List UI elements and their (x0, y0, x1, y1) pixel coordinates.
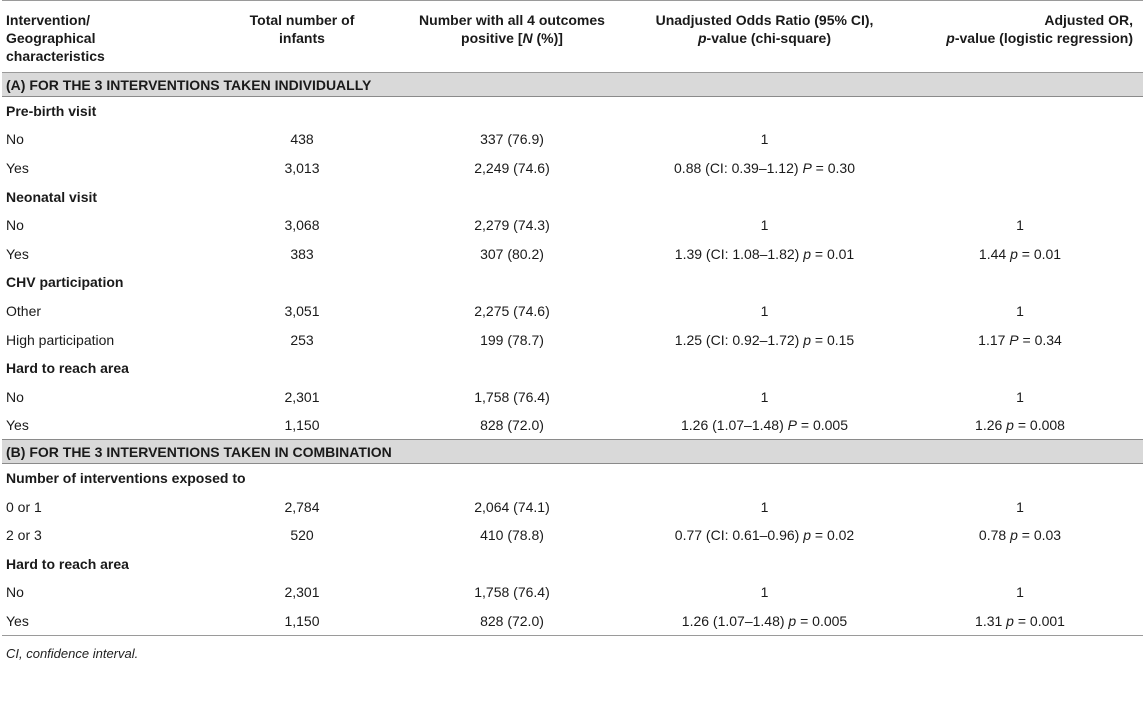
adjusted-cell: 1.31 p = 0.001 (897, 607, 1143, 636)
table-row (2, 607, 1143, 636)
row-label: High participation (6, 331, 115, 348)
table-row (2, 411, 1143, 440)
group-hard-to-reach-b (2, 549, 1143, 578)
header-all-outcomes: Number with all 4 outcomes positive [N (%)] (392, 1, 632, 73)
header-unadjusted-or: Unadjusted Odds Ratio (95% CI), p-value (chi-square) (632, 1, 897, 73)
adjusted-cell: 1.44 p = 0.01 (978, 245, 1062, 262)
group-label: Hard to reach area (6, 555, 129, 572)
outcomes-cell: 1,758 (76.4) (474, 388, 550, 405)
group-chv (2, 268, 1143, 297)
unadjusted-cell: 1.26 (1.07–1.48) P = 0.005 (681, 417, 848, 434)
outcomes-cell: 2,275 (74.6) (474, 302, 550, 319)
total-cell: 2,301 (284, 584, 320, 601)
outcomes-cell: 199 (78.7) (480, 331, 544, 348)
unadjusted-cell: 1 (760, 498, 769, 515)
unadjusted-cell: 0.77 (CI: 0.61–0.96) p = 0.02 (674, 527, 855, 544)
unadjusted-cell: 1 (760, 131, 769, 148)
total-cell: 1,150 (284, 417, 320, 434)
adjusted-cell: 1 (1016, 217, 1024, 234)
total-cell: 3,013 (284, 159, 320, 176)
section-a-title: (A) FOR THE 3 INTERVENTIONS TAKEN INDIVIDUALLY (2, 73, 1143, 97)
row-label: Yes (6, 159, 29, 176)
row-label: No (6, 584, 24, 601)
adjusted-cell: 0.78 p = 0.03 (978, 527, 1062, 544)
adjusted-cell (897, 154, 1143, 183)
results-table (2, 0, 1143, 636)
row-label: No (6, 131, 24, 148)
unadjusted-cell: 1.39 (CI: 1.08–1.82) p = 0.01 (674, 245, 855, 262)
table-row (2, 382, 1143, 411)
row-label: 0 or 1 (6, 498, 42, 515)
table-footnote: CI, confidence interval. (6, 645, 139, 661)
row-label: Other (6, 302, 42, 319)
group-label: Number of interventions exposed to (6, 470, 246, 487)
group-label: Neonatal visit (6, 188, 98, 205)
row-label: Yes (6, 417, 29, 434)
total-cell: 438 (290, 131, 314, 148)
table-row (2, 521, 1143, 550)
adjusted-cell: 1.17 P = 0.34 (978, 331, 1062, 348)
group-neonatal (2, 182, 1143, 211)
outcomes-cell: 307 (80.2) (480, 245, 544, 262)
total-cell: 2,301 (284, 388, 320, 405)
adjusted-cell: 1 (1016, 388, 1024, 405)
unadjusted-cell: 1.26 (1.07–1.48) p = 0.005 (632, 607, 897, 636)
adjusted-cell (897, 125, 1143, 154)
group-label: Hard to reach area (6, 360, 129, 377)
group-prebirth (2, 97, 1143, 126)
table-row (2, 492, 1143, 521)
table-row (2, 211, 1143, 240)
unadjusted-cell: 1.25 (CI: 0.92–1.72) p = 0.15 (674, 331, 855, 348)
row-label: Yes (2, 607, 212, 636)
adjusted-cell: 1 (1016, 584, 1024, 601)
outcomes-cell: 337 (76.9) (480, 131, 544, 148)
unadjusted-cell: 1 (760, 217, 769, 234)
total-cell: 3,051 (284, 302, 320, 319)
row-label: No (6, 388, 24, 405)
unadjusted-cell: 1 (760, 388, 769, 405)
outcomes-cell: 2,064 (74.1) (474, 498, 550, 515)
unadjusted-cell: 1 (760, 584, 769, 601)
group-label: CHV participation (6, 274, 124, 291)
row-label: 2 or 3 (6, 527, 42, 544)
header-total-infants: Total number of infants (212, 1, 392, 73)
row-label: No (6, 217, 24, 234)
outcomes-cell: 2,279 (74.3) (474, 217, 550, 234)
total-cell: 1,150 (212, 607, 392, 636)
adjusted-cell: 1 (1016, 302, 1024, 319)
unadjusted-cell: 1 (760, 302, 769, 319)
table-row (2, 297, 1143, 326)
group-number-of-interventions (2, 464, 1143, 493)
outcomes-cell: 2,249 (74.6) (474, 159, 550, 176)
total-cell: 3,068 (284, 217, 320, 234)
group-hard-to-reach-a (2, 354, 1143, 383)
section-a-row (2, 73, 1143, 97)
table-row (2, 325, 1143, 354)
adjusted-cell: 1.26 p = 0.008 (975, 417, 1065, 434)
row-label: Yes (6, 245, 29, 262)
outcomes-cell: 410 (78.8) (480, 527, 544, 544)
unadjusted-cell: 0.88 (CI: 0.39–1.12) P = 0.30 (674, 159, 855, 176)
section-b-title: (B) FOR THE 3 INTERVENTIONS TAKEN IN COMBINATION (2, 440, 1143, 464)
total-cell: 520 (290, 527, 314, 544)
outcomes-cell: 828 (72.0) (480, 417, 544, 434)
total-cell: 253 (290, 331, 314, 348)
group-label: Pre-birth visit (6, 103, 97, 120)
table-row (2, 125, 1143, 154)
outcomes-cell: 828 (72.0) (392, 607, 632, 636)
adjusted-cell: 1 (1016, 498, 1024, 515)
section-b-row (2, 440, 1143, 464)
table-row (2, 578, 1143, 607)
total-cell: 383 (290, 245, 314, 262)
header-intervention: Intervention/ Geographical characteristics (2, 1, 212, 73)
table-row (2, 239, 1143, 268)
total-cell: 2,784 (284, 498, 320, 515)
header-row (2, 1, 1143, 73)
header-adjusted-or: Adjusted OR, p-value (logistic regression) (897, 1, 1143, 73)
outcomes-cell: 1,758 (76.4) (474, 584, 550, 601)
table-row (2, 154, 1143, 183)
